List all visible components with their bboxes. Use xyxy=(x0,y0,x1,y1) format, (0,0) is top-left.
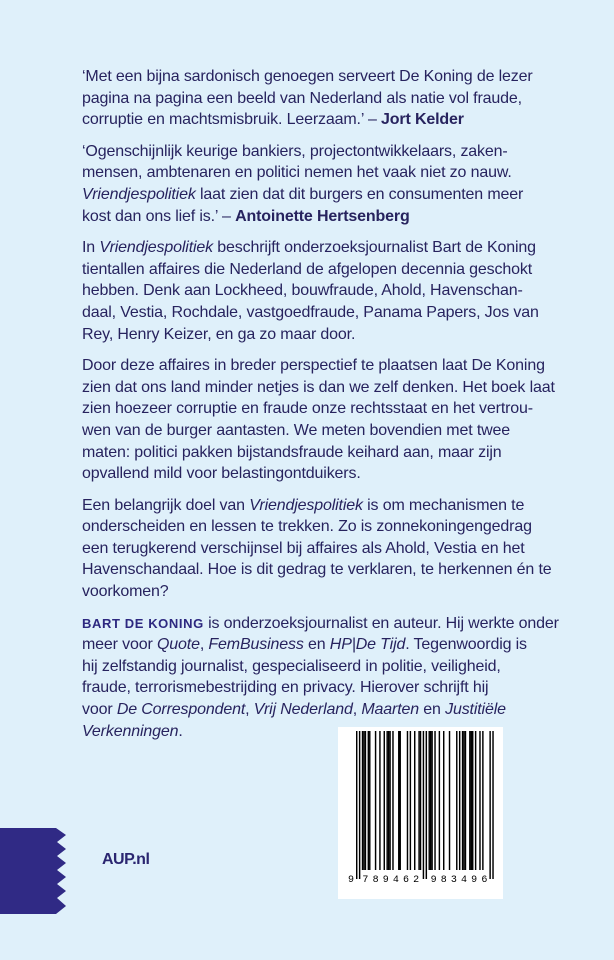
text-line xyxy=(82,677,562,699)
barcode-digit: 6 xyxy=(403,875,410,886)
text-segment: beschrijft onderzoeksjournalist Bart de Koning xyxy=(213,239,536,257)
text-segment: mensen, ambtenaren en politici nemen het vaak niet zo nauw. xyxy=(82,164,512,182)
barcode-digit: 8 xyxy=(372,875,379,886)
text-segment: laat zien dat dit burgers en consumenten meer xyxy=(195,185,524,203)
barcode-bar xyxy=(426,731,427,879)
text-segment: onderscheiden en lessen te trekken. Zo is zonnekoningengedrag xyxy=(82,518,532,536)
text-segment: meer voor xyxy=(82,636,157,654)
text-segment: Een belangrijk doel van xyxy=(82,496,250,514)
text-segment: een terugkerend verschijnsel bij affaires als Ahold, Vestia en het xyxy=(82,539,525,557)
barcode-digit: 7 xyxy=(362,875,369,886)
text-line xyxy=(82,613,562,635)
text-line xyxy=(82,442,562,464)
text-segment: zien hoezeer corruptie en fraude onze rechtsstaat en het vertrou- xyxy=(82,400,533,418)
text-line xyxy=(82,377,562,399)
isbn-barcode xyxy=(338,727,503,899)
barcode-digit: 2 xyxy=(413,875,420,886)
quote-author: Jort Kelder xyxy=(381,111,464,129)
barcode-digit: 4 xyxy=(461,875,468,886)
text-line xyxy=(82,259,562,281)
text-segment: , xyxy=(245,701,254,719)
barcode-bar xyxy=(356,731,357,879)
text-line xyxy=(82,721,562,743)
text-line xyxy=(82,302,562,324)
text-segment: hebben. Denk aan Lockheed, bouwfraude, Ahold, Havenschan- xyxy=(82,282,523,300)
text-line xyxy=(82,634,562,656)
barcode-digit: 8 xyxy=(440,875,447,886)
text-segment: . xyxy=(178,722,183,740)
text-line xyxy=(82,280,562,302)
italic-title: FemBusiness xyxy=(208,636,304,654)
quote-author: Antoinette Hertsenberg xyxy=(235,207,410,225)
paragraph xyxy=(82,613,562,743)
text-segment: Door deze affaires in breder perspectief te plaatsen laat De Koning xyxy=(82,357,545,375)
italic-title: Vriendjespolitiek xyxy=(249,496,363,514)
text-line xyxy=(82,581,562,603)
text-line xyxy=(82,66,562,88)
text-line xyxy=(82,656,562,678)
paragraph xyxy=(82,495,562,603)
italic-title: Maarten xyxy=(361,701,420,719)
text-segment: , xyxy=(199,636,209,654)
italic-title: Verkenningen xyxy=(82,722,179,740)
text-line xyxy=(82,237,562,259)
italic-title: Vriendjespolitiek xyxy=(82,185,196,203)
paragraph xyxy=(82,355,562,485)
barcode-digit: 6 xyxy=(481,875,488,886)
text-line xyxy=(82,109,562,131)
text-line xyxy=(82,88,562,110)
text-segment: en xyxy=(419,701,446,719)
text-segment: wen van de burger aantasten. We meten bovendien met twee xyxy=(82,421,511,439)
back-cover-text xyxy=(82,66,562,752)
text-segment: hij zelfstandig journalist, gespecialiseerd in politie, veiligheid, xyxy=(82,657,501,675)
text-segment: Rey, Henry Keizer, en ga zo maar door. xyxy=(82,325,356,343)
paragraph xyxy=(82,237,562,345)
text-line xyxy=(82,206,562,228)
text-line xyxy=(82,559,562,581)
text-line xyxy=(82,324,562,346)
text-segment: en xyxy=(303,636,330,654)
text-segment: Havenschandaal. Hoe is dit gedrag te verklaren, te herkennen én te xyxy=(82,561,552,579)
paragraph xyxy=(82,141,562,227)
text-line xyxy=(82,355,562,377)
barcode-digit: 9 xyxy=(382,875,389,886)
text-segment: tientallen affaires die Nederland de afgelopen decennia geschokt xyxy=(82,260,532,278)
italic-title: De Correspondent xyxy=(116,701,246,719)
text-segment: corruptie en machtsmisbruik. Leerzaam.’ – xyxy=(82,111,382,129)
barcode-bar xyxy=(489,731,490,879)
text-segment: ‘Met een bijna sardonisch genoegen serveert De Koning de lezer xyxy=(82,68,533,85)
text-segment: opvallend mild voor belastingontduikers. xyxy=(82,465,361,483)
italic-title: Vriendjespolitiek xyxy=(99,239,214,257)
text-segment: maten: politici pakken bijstandsfraude keihard aan, maar zijn xyxy=(82,443,502,461)
text-segment: zien dat ons land minder netjes is dan we zelf denken. Het boek laat xyxy=(82,378,555,396)
text-segment: . Tegenwoordig is xyxy=(405,636,527,654)
italic-title: Vrij Nederland xyxy=(253,701,353,719)
text-line xyxy=(82,699,562,721)
author-name: BART DE KONING xyxy=(82,615,204,631)
text-line xyxy=(82,495,562,517)
barcode-digit: 3 xyxy=(450,875,457,886)
italic-title: Quote xyxy=(156,636,200,654)
text-segment: pagina na pagina een beeld van Nederland als natie vol fraude, xyxy=(82,89,522,107)
barcode-bar xyxy=(423,731,424,879)
barcode-digit: 9 xyxy=(348,875,355,886)
barcode-digit: 9 xyxy=(430,875,437,886)
text-segment: In xyxy=(82,239,100,257)
barcode-bar xyxy=(492,731,493,879)
text-segment: voor xyxy=(82,701,117,719)
publisher-logo-block xyxy=(0,828,66,914)
text-line xyxy=(82,516,562,538)
text-segment: daal, Vestia, Rochdale, vastgoedfraude, Panama Papers, Jos van xyxy=(82,303,539,321)
italic-title: Justitiële xyxy=(445,701,506,719)
text-segment: ‘Ogenschijnlijk keurige bankiers, projectontwikkelaars, zaken- xyxy=(82,142,508,160)
text-line xyxy=(82,463,562,485)
text-segment: is onderzoeksjournalist en auteur. Hij werkte onder xyxy=(203,614,559,632)
text-segment: , xyxy=(352,701,362,719)
barcode-digit: 4 xyxy=(392,875,399,886)
text-segment: kost dan ons lief is.’ – xyxy=(82,207,236,225)
text-segment: is om mechanismen te xyxy=(362,496,525,514)
barcode-digit: 9 xyxy=(471,875,478,886)
text-line xyxy=(82,538,562,560)
barcode-bar xyxy=(359,731,360,879)
text-line xyxy=(82,398,562,420)
text-segment: voorkomen? xyxy=(82,583,169,601)
paragraph xyxy=(82,66,562,131)
text-segment: fraude, terrorismebestrijding en privacy. Hierover schrijft hij xyxy=(82,679,489,697)
italic-title: HP|De Tijd xyxy=(329,636,406,654)
text-line xyxy=(82,162,562,184)
text-line xyxy=(82,420,562,442)
publisher-website[interactable]: AUP.nl xyxy=(102,851,150,868)
text-line xyxy=(82,141,562,163)
text-line xyxy=(82,184,562,206)
